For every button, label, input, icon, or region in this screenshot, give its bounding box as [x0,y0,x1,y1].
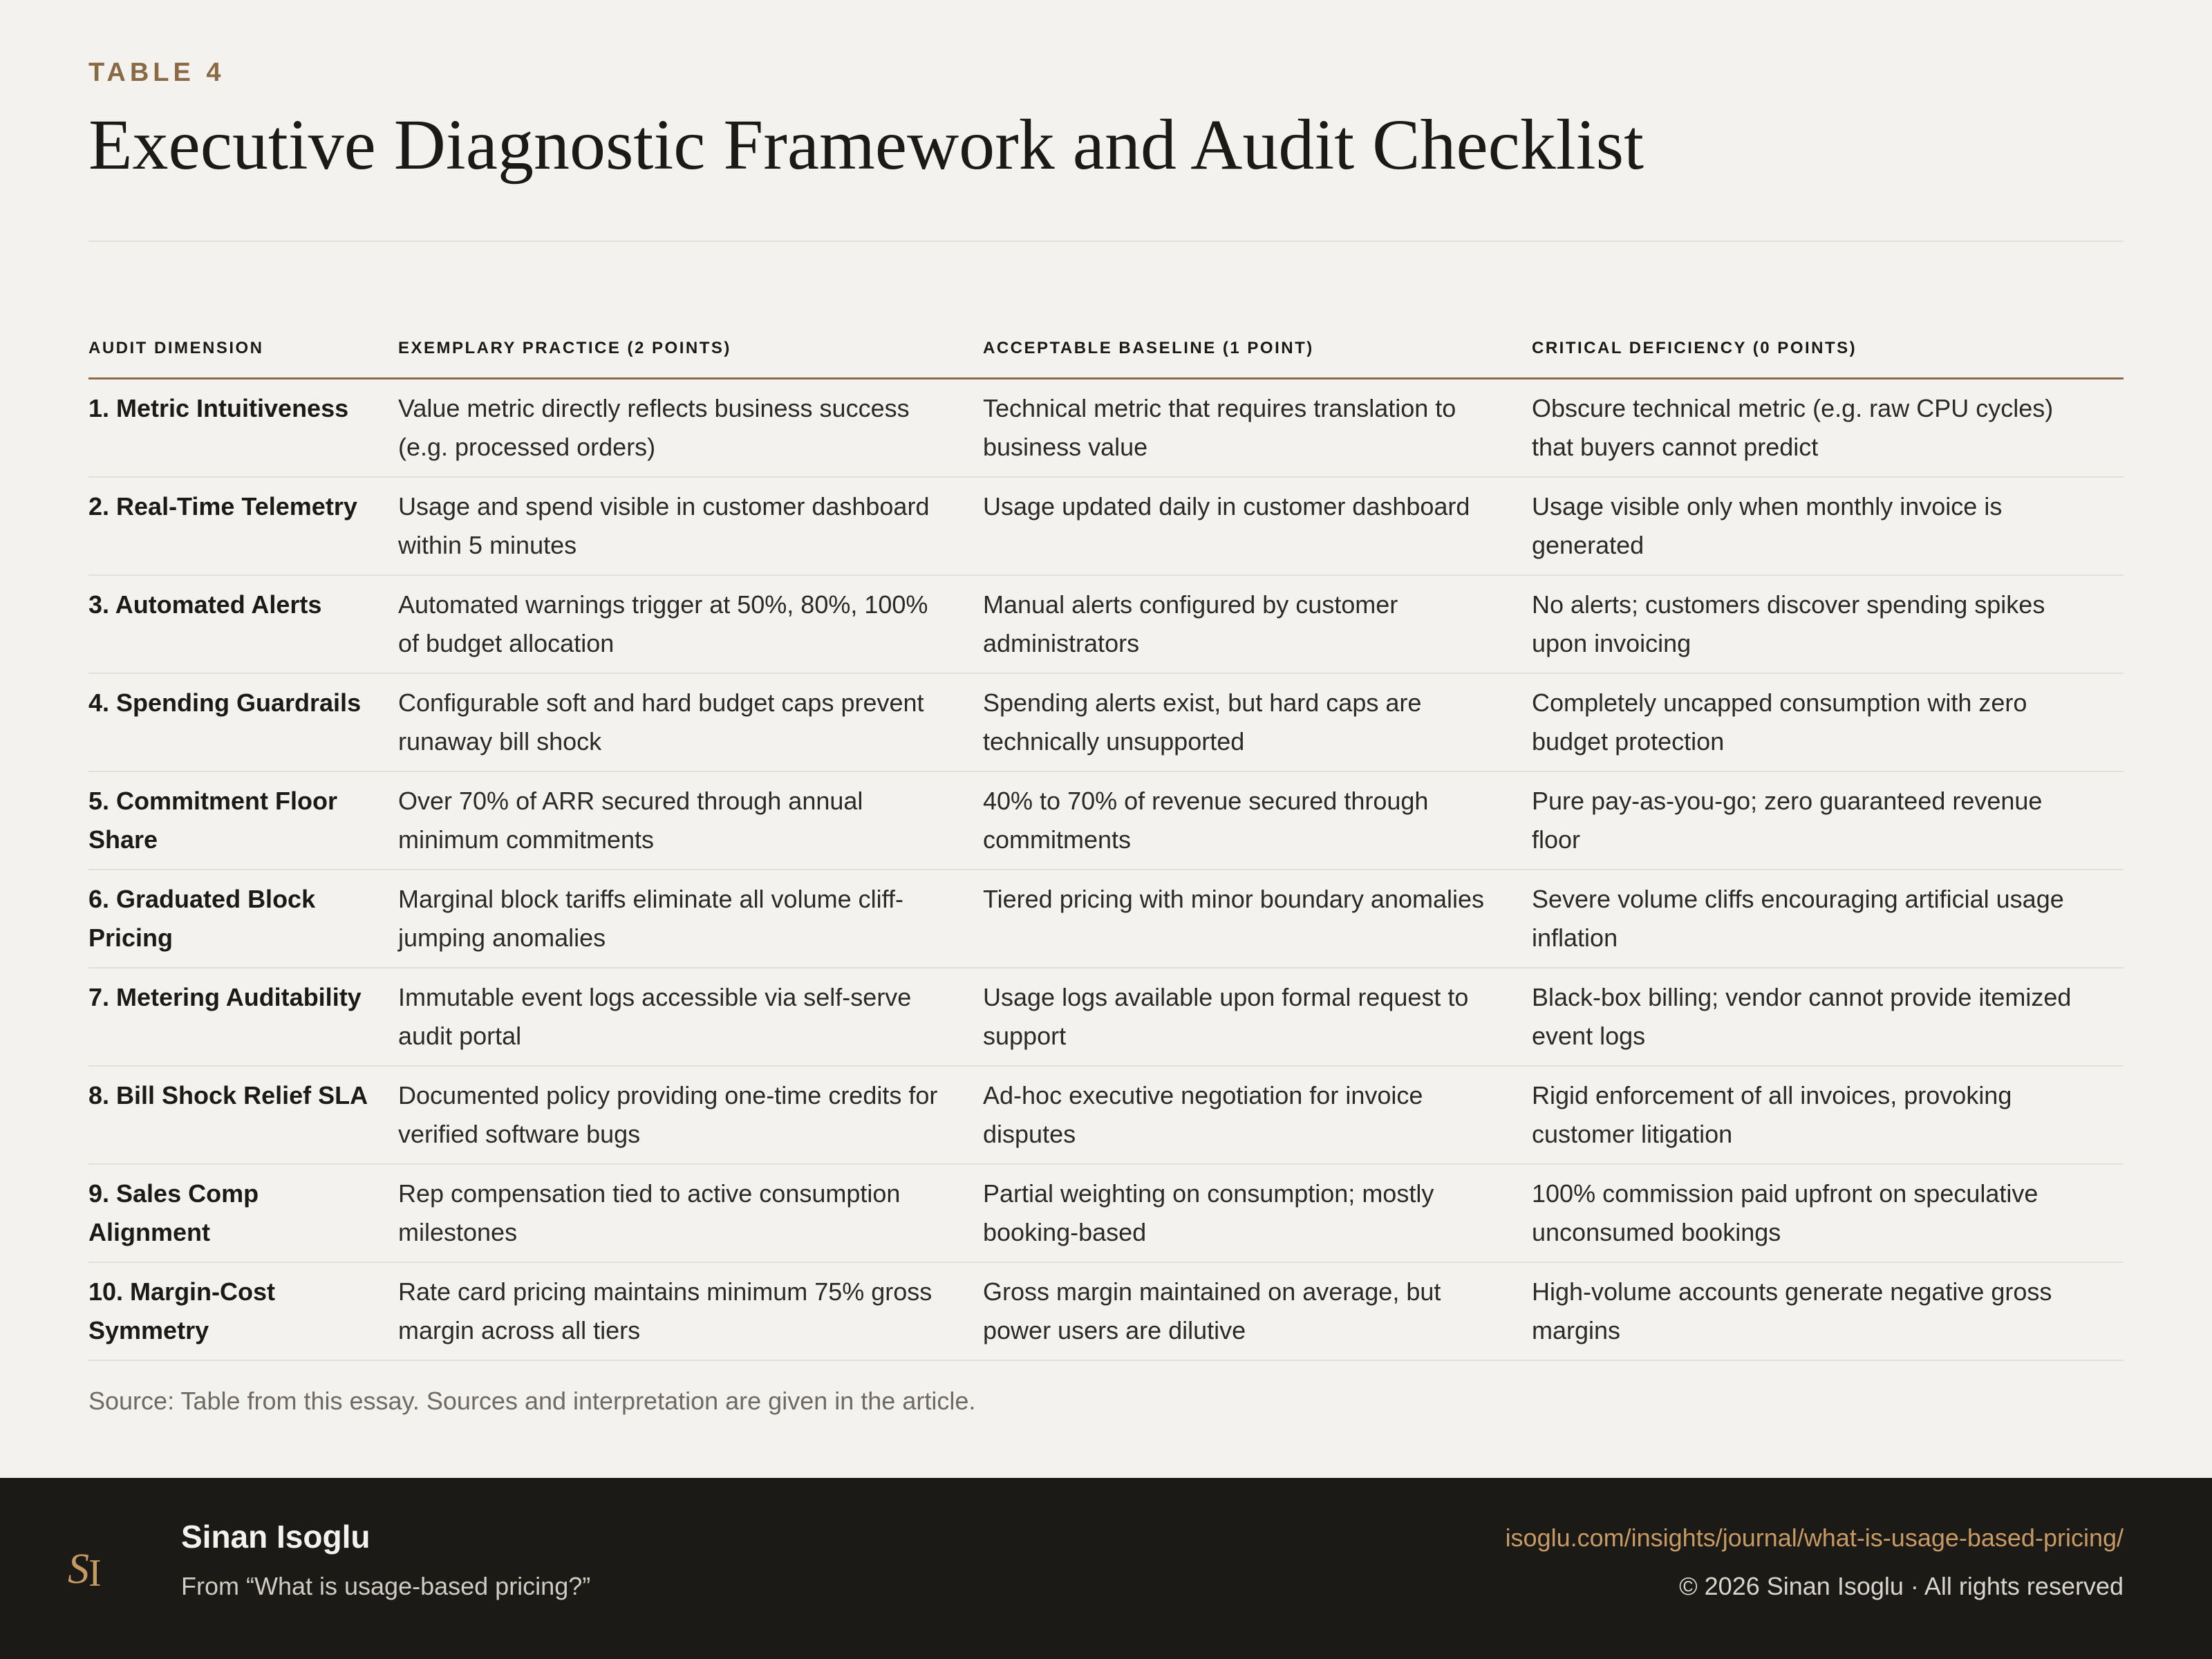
table-row [88,1066,2124,1164]
cell-dimension: 10. Margin-Cost Symmetry [88,1262,398,1360]
cell-deficiency: Usage visible only when monthly invoice is generated [1532,477,2124,575]
cell-baseline: Usage logs available upon formal request to support [983,968,1532,1066]
monogram-letter-i: I [88,1552,102,1595]
cell-exemplary: Usage and spend visible in customer dashboard within 5 minutes [398,477,983,575]
cell-exemplary: Documented policy providing one-time credits for verified software bugs [398,1066,983,1164]
footer [0,1478,2212,1659]
table-row [88,968,2124,1066]
cell-baseline: Usage updated daily in customer dashboard [983,477,1532,575]
cell-dimension: 1. Metric Intuitiveness [88,379,398,478]
cell-deficiency: No alerts; customers discover spending spikes upon invoicing [1532,575,2124,673]
cell-deficiency: Severe volume cliffs encouraging artificial usage inflation [1532,870,2124,968]
cell-deficiency: 100% commission paid upfront on speculative unconsumed bookings [1532,1164,2124,1262]
table-row [88,1262,2124,1360]
table-row [88,379,2124,478]
cell-deficiency: Obscure technical metric (e.g. raw CPU cycles) that buyers cannot predict [1532,379,2124,478]
copyright: © 2026 Sinan Isoglu · All rights reserved [1679,1572,2124,1600]
cell-baseline: Technical metric that requires translation to business value [983,379,1532,478]
cell-dimension: 2. Real-Time Telemetry [88,477,398,575]
cell-baseline: Manual alerts configured by customer administrators [983,575,1532,673]
cell-deficiency: Pure pay-as-you-go; zero guaranteed revenue floor [1532,771,2124,870]
divider [88,241,2124,242]
monogram-letter-s: S [68,1546,89,1593]
cell-dimension: 8. Bill Shock Relief SLA [88,1066,398,1164]
cell-dimension: 4. Spending Guardrails [88,673,398,771]
cell-dimension: 7. Metering Auditability [88,968,398,1066]
table-row [88,870,2124,968]
table-row [88,477,2124,575]
cell-exemplary: Over 70% of ARR secured through annual minimum commitments [398,771,983,870]
cell-dimension: 5. Commitment Floor Share [88,771,398,870]
table-row [88,1164,2124,1262]
table-header-row [88,330,2124,379]
cell-baseline: Spending alerts exist, but hard caps are technically unsupported [983,673,1532,771]
article-link[interactable]: isoglu.com/insights/journal/what-is-usage-based-pricing/ [1505,1524,2124,1552]
cell-baseline: Ad-hoc executive negotiation for invoice disputes [983,1066,1532,1164]
table-row [88,673,2124,771]
cell-baseline: Gross margin maintained on average, but power users are dilutive [983,1262,1532,1360]
source-note: Source: Table from this essay. Sources and interpretation are given in the article. [88,1387,976,1415]
cell-exemplary: Marginal block tariffs eliminate all volume cliff-jumping anomalies [398,870,983,968]
cell-exemplary: Value metric directly reflects business success (e.g. processed orders) [398,379,983,478]
column-header-baseline: ACCEPTABLE BASELINE (1 POINT) [983,330,1532,379]
column-header-dimension: AUDIT DIMENSION [88,330,398,379]
cell-deficiency: Completely uncapped consumption with zero budget protection [1532,673,2124,771]
cell-deficiency: Black-box billing; vendor cannot provide itemized event logs [1532,968,2124,1066]
table-row [88,771,2124,870]
monogram-logo [64,1540,119,1595]
cell-dimension: 9. Sales Comp Alignment [88,1164,398,1262]
article-reference: From “What is usage-based pricing?” [181,1572,591,1600]
cell-deficiency: Rigid enforcement of all invoices, provoking customer litigation [1532,1066,2124,1164]
cell-exemplary: Immutable event logs accessible via self-serve audit portal [398,968,983,1066]
page-title: Executive Diagnostic Framework and Audit Checklist [88,105,1644,185]
cell-exemplary: Configurable soft and hard budget caps prevent runaway bill shock [398,673,983,771]
cell-exemplary: Rate card pricing maintains minimum 75% gross margin across all tiers [398,1262,983,1360]
cell-dimension: 6. Graduated Block Pricing [88,870,398,968]
column-header-exemplary: EXEMPLARY PRACTICE (2 POINTS) [398,330,983,379]
cell-deficiency: High-volume accounts generate negative gross margins [1532,1262,2124,1360]
cell-exemplary: Rep compensation tied to active consumption milestones [398,1164,983,1262]
cell-baseline: Tiered pricing with minor boundary anomalies [983,870,1532,968]
table-row [88,575,2124,673]
cell-baseline: Partial weighting on consumption; mostly booking-based [983,1164,1532,1262]
table-number: TABLE 4 [88,58,225,87]
cell-exemplary: Automated warnings trigger at 50%, 80%, 100% of budget allocation [398,575,983,673]
audit-table [88,330,2124,1361]
cell-baseline: 40% to 70% of revenue secured through commitments [983,771,1532,870]
author-name: Sinan Isoglu [181,1519,371,1555]
cell-dimension: 3. Automated Alerts [88,575,398,673]
column-header-deficiency: CRITICAL DEFICIENCY (0 POINTS) [1532,330,2124,379]
